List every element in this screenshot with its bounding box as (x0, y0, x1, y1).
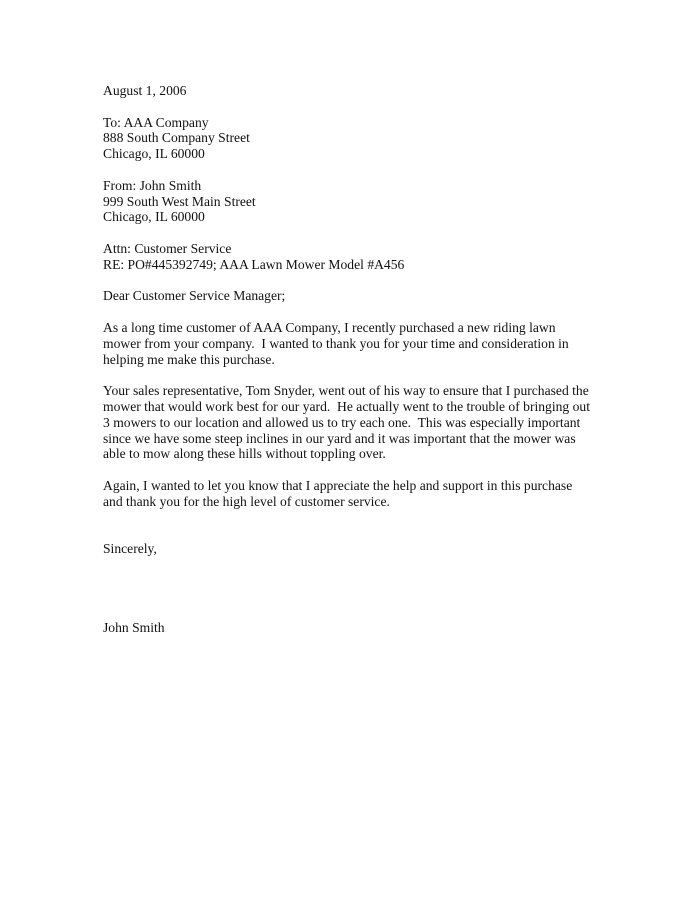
spacer (103, 525, 603, 541)
paragraph-line: Again, I wanted to let you know that I appreciate the help and support in this purchase (103, 477, 573, 493)
spacer (103, 273, 603, 289)
paragraph-line: and thank you for the high level of customer service. (103, 493, 390, 509)
paragraph-line: able to mow along these hills without toppling over. (103, 446, 386, 462)
spacer (103, 510, 603, 526)
signature-name: John Smith (103, 619, 165, 635)
recipient-line: 888 South Company Street (103, 130, 250, 146)
signature-space (103, 557, 603, 620)
attention-line: Attn: Customer Service (103, 240, 232, 256)
paragraph-line: mower that would work best for our yard. He actually went to the trouble of bringing out (103, 398, 590, 414)
salutation: Dear Customer Service Manager; (103, 288, 286, 304)
closing: Sincerely, (103, 541, 157, 557)
letter-date: August 1, 2006 (103, 83, 187, 98)
spacer (103, 162, 603, 178)
spacer (103, 304, 603, 320)
paragraph-line: since we have some steep inclines in our yard and it was important that the mower was (103, 430, 576, 446)
reference-block (103, 241, 603, 273)
spacer (103, 99, 603, 115)
sender-address (103, 178, 603, 225)
paragraph-line: helping me make this purchase. (103, 351, 275, 367)
spacer (103, 367, 603, 383)
paragraph-line: As a long time customer of AAA Company, I recently purchased a new riding lawn (103, 319, 556, 335)
paragraph-2 (103, 383, 603, 462)
paragraph-3 (103, 478, 603, 510)
paragraph-line: mower from your company. I wanted to thank you for your time and consideration in (103, 335, 569, 351)
recipient-line: Chicago, IL 60000 (103, 146, 205, 162)
paragraph-line: Your sales representative, Tom Snyder, went out of his way to ensure that I purchased the (103, 383, 589, 399)
spacer (103, 462, 603, 478)
recipient-line: To: AAA Company (103, 114, 209, 130)
sender-line: Chicago, IL 60000 (103, 209, 205, 225)
sender-line: From: John Smith (103, 177, 202, 193)
paragraph-line: 3 mowers to our location and allowed us to try each one. This was especially important (103, 414, 581, 430)
letter-body (103, 83, 603, 636)
recipient-address (103, 115, 603, 162)
sender-line: 999 South West Main Street (103, 193, 256, 209)
subject-line: RE: PO#445392749; AAA Lawn Mower Model #A456 (103, 256, 405, 272)
spacer (103, 225, 603, 241)
paragraph-1 (103, 320, 603, 367)
